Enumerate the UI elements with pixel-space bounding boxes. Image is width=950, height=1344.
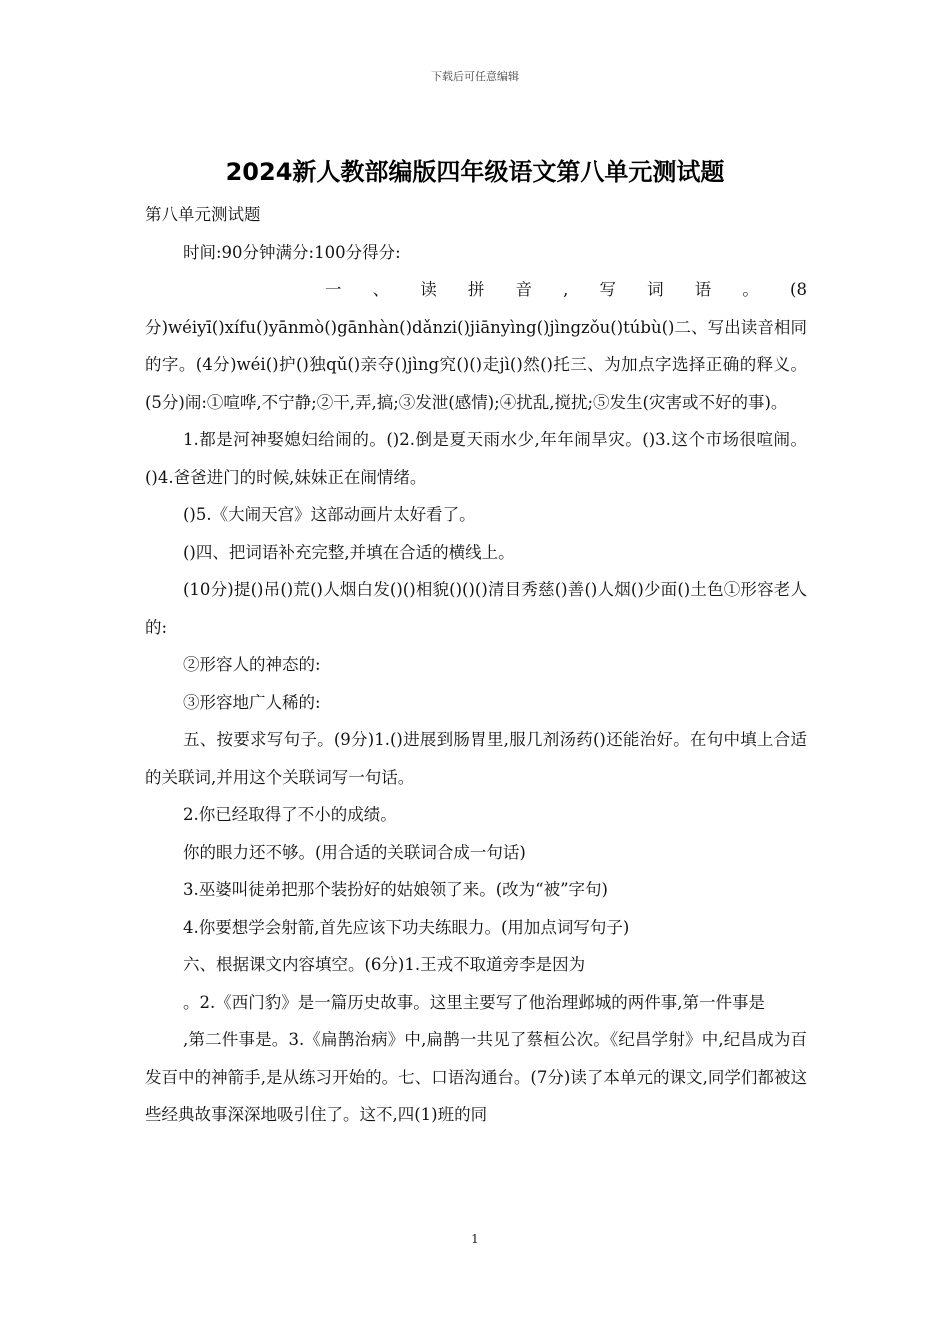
paragraph: 4.你要想学会射箭,首先应该下功夫练眼力。(用加点词写句子) <box>183 917 630 937</box>
paragraph: (10分)提()吊()荒()人烟白发()()相貌()()()清目秀慈()善()人烟()少面()土色①形容老人的: <box>145 580 807 637</box>
document-body <box>145 196 807 1134</box>
paragraph: 分)wéiyī()xífu()yānmò()gānhàn()dǎnzi()jiānyìng()jìngzǒu()túbù()二、写出读音相同的字。(4分)wéi()护()独qǔ()亲夺()jìng究()()走jì()然()托三、为加点字选择正确的释义。(5分)闹:①喧哗,不宁静;②干,弄,搞;③发泄(感情);④扰乱,搅扰;⑤发生(灾害或不好的事)。 <box>145 317 807 412</box>
paragraph: ()5.《大闹天宫》这部动画片太好看了。 <box>183 505 476 524</box>
section-heading: 第八单元测试题 <box>145 205 261 224</box>
paragraph: 你的眼力还不够。(用合适的关联词合成一句话) <box>183 842 526 862</box>
paragraph: 五、按要求写句子。(9分)1.()进展到肠胃里,服几剂汤药()还能治好。在句中填上合适的关联词,并用这个关联词写一句话。 <box>145 730 807 787</box>
page-header: 下载后可任意编辑 <box>431 70 519 83</box>
paragraph: 2.你已经取得了不小的成绩。 <box>183 805 397 824</box>
paragraph: 六、根据课文内容填空。(6分)1.王戎不取道旁李是因为 <box>183 955 586 974</box>
paragraph: ()四、把词语补充完整,并填在合适的横线上。 <box>183 542 515 562</box>
paragraph: ②形容人的神态的: <box>183 655 321 674</box>
paragraph: 3.巫婆叫徒弟把那个装扮好的姑娘领了来。(改为“被”字句) <box>183 880 608 899</box>
paragraph: 。2.《西门豹》是一篇历史故事。这里主要写了他治理邺城的两件事,第一件事是 <box>183 992 765 1012</box>
paragraph: ③形容地广人稀的: <box>183 692 321 712</box>
paragraph: ,第二件事是。3.《扁鹊治病》中,扁鹊一共见了蔡桓公次。《纪昌学射》中,纪昌成为百发百中的神箭手,是从练习开始的。七、口语沟通台。(7分)读了本单元的课文,同学们都被这些经典故事深深地吸引住了。这不,四(1)班的同 <box>145 1030 807 1124</box>
page-number: 1 <box>471 1232 479 1246</box>
document-title: 2024新人教部编版四年级语文第八单元测试题 <box>225 158 725 186</box>
question-one-heading: 一、读拼音,写词语。(8 <box>325 280 807 299</box>
paragraph: 1.都是河神娶媳妇给闹的。()2.倒是夏天雨水少,年年闹旱灾。()3.这个市场很喧闹。()4.爸爸进门的时候,妹妹正在闹情绪。 <box>145 430 807 487</box>
exam-info: 时间:90分钟满分:100分得分: <box>183 242 401 262</box>
